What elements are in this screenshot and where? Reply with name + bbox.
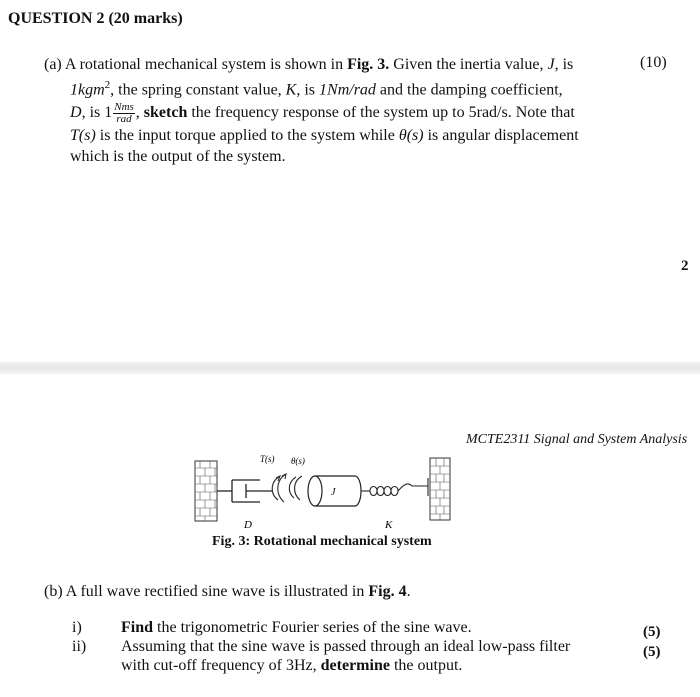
part-a-text: which is the output of the system. bbox=[70, 148, 286, 166]
fraction-numerator: Nms bbox=[114, 101, 134, 114]
symbol-j: J bbox=[547, 56, 555, 73]
symbol-theta: θ(s) bbox=[398, 127, 424, 145]
sub-question-ii-cont bbox=[121, 656, 462, 676]
label-theta: θ(s) bbox=[291, 456, 305, 466]
part-a-text: , is bbox=[296, 81, 320, 99]
sub-question-ii-marks: (5) bbox=[643, 644, 661, 660]
spring bbox=[361, 478, 428, 496]
part-a-text: Given the inertia value, bbox=[389, 56, 548, 73]
symbol-d: D bbox=[70, 104, 82, 122]
part-a-text: , is 1 bbox=[81, 104, 113, 122]
sub-question-ii bbox=[121, 637, 570, 657]
page-number: 2 bbox=[681, 258, 689, 274]
label-torque: T(s) bbox=[260, 454, 275, 464]
part-a-text: , bbox=[135, 104, 144, 122]
sub-question-text: with cut-off frequency of 3Hz, bbox=[121, 657, 321, 674]
symbol-ts: T(s) bbox=[70, 127, 96, 145]
running-header: MCTE2311 Signal and System Analysis bbox=[466, 432, 688, 447]
rotational-system-figure bbox=[190, 446, 460, 541]
page-break bbox=[0, 362, 700, 374]
sub-question-i bbox=[121, 618, 472, 638]
damping-fraction bbox=[113, 102, 135, 125]
question-heading: QUESTION 2 (20 marks) bbox=[8, 10, 183, 27]
part-a-text: and the damping coefficient, bbox=[375, 81, 563, 99]
sub-question-text: Assuming that the sine wave is passed through an ideal low-pass filter bbox=[121, 638, 571, 655]
label-inertia: J bbox=[331, 487, 336, 498]
symbol-k: K bbox=[285, 81, 297, 99]
label-spring: K bbox=[385, 519, 393, 531]
left-wall bbox=[195, 461, 217, 521]
superscript: 2 bbox=[104, 79, 111, 91]
damper bbox=[217, 480, 272, 502]
part-b bbox=[44, 583, 411, 601]
sub-question-text: the trigonometric Fourier series of the sine wave. bbox=[153, 619, 472, 636]
part-a-text: is the input torque applied to the system while bbox=[95, 127, 399, 145]
fig3-reference: Fig. 3. bbox=[347, 56, 390, 73]
part-a-text: is angular displacement bbox=[423, 127, 579, 145]
part-a-text: , is bbox=[554, 56, 574, 73]
spring-value: 1Nm/rad bbox=[319, 81, 376, 99]
sub-question-number: i) bbox=[72, 619, 82, 636]
sub-question-number: ii) bbox=[72, 638, 87, 655]
part-b-text: . bbox=[406, 583, 411, 600]
part-a-text: the frequency response of the system up to 5rad/s. Note that bbox=[187, 104, 575, 122]
part-a-label: (a) bbox=[44, 56, 62, 73]
part-a-text: A rotational mechanical system is shown in bbox=[64, 56, 348, 73]
sub-question-i-marks: (5) bbox=[643, 624, 661, 640]
part-a-text: , the spring constant value, bbox=[110, 81, 286, 99]
part-a-marks: (10) bbox=[640, 54, 667, 71]
sketch-keyword: sketch bbox=[143, 104, 188, 122]
torque-arrows bbox=[272, 474, 302, 502]
determine-keyword: determine bbox=[320, 657, 390, 674]
find-keyword: Find bbox=[121, 619, 154, 636]
fraction-denominator: rad bbox=[116, 113, 132, 126]
right-wall bbox=[430, 458, 450, 520]
inertia-value: 1kgm bbox=[70, 81, 105, 99]
fig4-reference: Fig. 4 bbox=[368, 583, 407, 600]
part-b-label: (b) bbox=[44, 583, 63, 600]
figure-caption: Fig. 3: Rotational mechanical system bbox=[212, 534, 432, 549]
sub-question-text: the output. bbox=[389, 657, 463, 674]
part-a bbox=[44, 54, 579, 167]
label-damper: D bbox=[244, 519, 252, 531]
part-b-text: A full wave rectified sine wave is illustrated in bbox=[65, 583, 369, 600]
